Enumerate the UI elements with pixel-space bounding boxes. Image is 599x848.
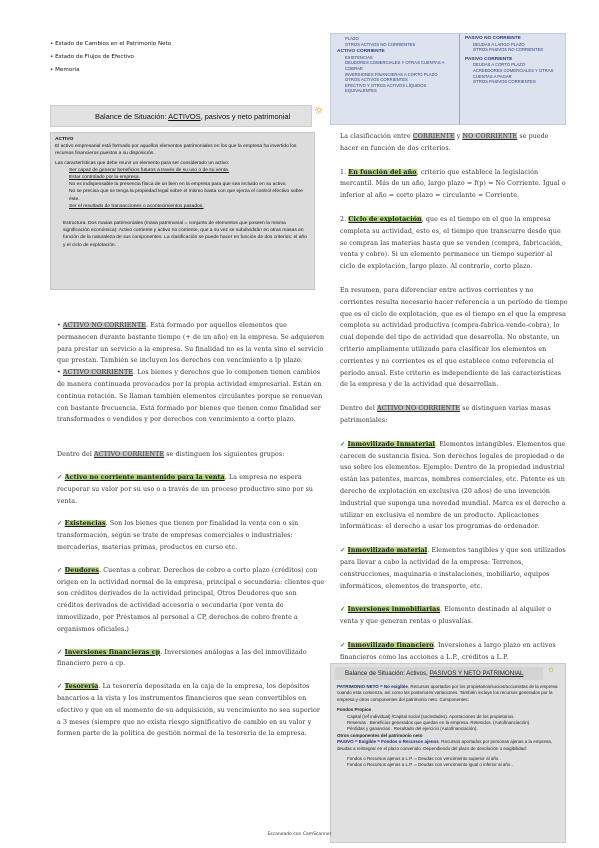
table-divider bbox=[459, 34, 460, 124]
ac-label: ACTIVO CORRIENTE bbox=[62, 369, 134, 377]
lightbulb-icon: ☼ bbox=[547, 664, 556, 674]
item-inmovilizado-material bbox=[340, 545, 568, 592]
item-text: . Elementos intangibles. Elementos que carecen de sustancia física. Son derechos legales de propiedad o de uso sobre los elementos. Ejemplo: Dentro de la propiedad industrial están las patentes, marcas, nombres comerciales, etc. Patente es un derecho de explotación en exclusiva (20 años) de una invención industrial que suponga una novedad mundial. Marca es el derecho a utilizar en exclusiva el nombre de un producto. Aplicaciones informáticas: el derecho a usar los programas de ordenador. bbox=[340, 440, 566, 531]
bullet-item: • Estado de Cambios en el Patrimonio Neto bbox=[50, 38, 171, 51]
table-right-sub: DEUDAS A CORTO PLAZO bbox=[473, 62, 525, 68]
check-icon: ✓ bbox=[57, 566, 65, 574]
item-label: Inversiones inmobiliarias bbox=[347, 606, 440, 614]
otros-heading: Otros componentes del patrimonio neto bbox=[337, 732, 423, 738]
check-icon: ✓ bbox=[340, 641, 348, 649]
table-right-sub: ACREEDORES COMERCIALES Y OTRAS CUENTAS A PAGAR bbox=[473, 67, 554, 79]
dentro-pre: Dentro del bbox=[340, 405, 378, 413]
activo-title: ACTIVO bbox=[55, 137, 74, 142]
fp-item: Reservas . Beneficios generados que quedan en la empresa. Retenidos. (Autofinanciación). bbox=[347, 720, 531, 726]
table-right-sub: OTROS PASIVOS NO CORRIENTES bbox=[473, 47, 544, 53]
item-tesoreria bbox=[57, 681, 325, 740]
check-icon: ✓ bbox=[57, 520, 65, 528]
p1-pre: La clasificación entre bbox=[340, 133, 413, 140]
pn-label: PATRIMONIO NETO = No exigible bbox=[337, 684, 408, 689]
activo-c2: Estar controlado por la empresa. bbox=[69, 175, 140, 181]
right-notes-column bbox=[340, 131, 568, 663]
dentro-anc-paragraph bbox=[340, 403, 568, 427]
criterio-label: En función del año bbox=[348, 168, 417, 176]
banner-suffix: , pasivos y neto patrimonial bbox=[200, 112, 291, 121]
pat-title-prefix: Balance de Situación: Activos, bbox=[345, 670, 430, 677]
criterio-anio: 1. En función del año, criterio que establece la legislación mercantil. Más de un año, largo plazo = f(p) = No Corriente. Igual o inferior al año = corto plazo = circulante = Corriente. bbox=[340, 168, 566, 200]
resumen-paragraph: En resumen, para diferenciar entre activos corrientes y no corrientes resulta necesario hacer referencia a un período de tiempo que es el ciclo de explotación, que es el tiempo en el que la empresa completa su actividad productiva (compra-fabrica-vende-cobra), lo cual depende del tipo de actividad que desarrolla. No obstante, un criterio ampliamente utilizado para clasificar los elementos en corrientes y no corrientes es el que establece como referencia el período anual. Este criterio es independiente de las características de la empresa y de la actividad que desarrollan. bbox=[340, 286, 568, 389]
ac-paragraph: • ACTIVO CORRIENTE. Los bienes y derechos que lo componen tienen cambios de manera continuada provocados por la propia actividad empresarial. Están en continua rotación. Se llaman también elementos circulantes porque se renuevan con bastante frecuencia. Está formado por bienes que tienen como finalidad ser transformados o vendidos y por derechos con vencimiento a corto plazo. bbox=[57, 369, 323, 424]
p1-label-no-corriente: NO CORRIENTE bbox=[462, 133, 518, 140]
table-left-column bbox=[337, 36, 457, 94]
item-label: Tesorería bbox=[64, 683, 99, 691]
pat-title-highlight: PASIVOS Y NETO PATRIMONIAL bbox=[429, 670, 524, 677]
fp-heading: Fondos Propios bbox=[337, 707, 372, 713]
lightbulb-icon: ☼ bbox=[314, 104, 324, 117]
balance-structure-table bbox=[330, 33, 566, 125]
fp-item: Capital (ref individual) /Capital social (sociedades). Aportaciones de los propietarios. bbox=[347, 713, 515, 719]
pasivo-corriente-heading: PASIVO CORRIENTE bbox=[465, 56, 513, 62]
banner-highlight: ACTIVOS bbox=[168, 112, 201, 121]
activo-c3: No es indispensable la presencia física de un bien en la empresa para que sea incluido en su activo. bbox=[69, 182, 287, 188]
ac-text: . Los bienes y derechos que lo componen tienen cambios de manera continuada provocados por la propia actividad empresarial. Están en continua rotación. Se llaman también elementos circulantes porque se renuevan con bastante frecuencia. Está formado por bienes que tienen como finalidad ser transformados o vendidos y por derechos con vencimiento a corto plazo. bbox=[57, 369, 323, 424]
activo-p1: El activo empresarial está formado por aquellos elementos patrimoniales en los que la empresa ha invertido los recursos financieros puestos a su disposición. bbox=[55, 144, 297, 157]
dentro-post: se distinguen los siguientes grupos: bbox=[164, 451, 285, 459]
check-icon: ✓ bbox=[57, 683, 65, 691]
item-label: Deudores bbox=[64, 566, 99, 574]
bullet-item: • Memoria bbox=[50, 64, 171, 77]
bullet-item: • Estado de Flujos de Efectivo bbox=[50, 51, 171, 64]
patrimonio-neto-box bbox=[330, 663, 566, 843]
table-right-sub: OTROS PASIVOS CORRIENTES bbox=[473, 79, 536, 85]
item-label: Inmovilizado material bbox=[347, 547, 428, 555]
pn-paragraph bbox=[337, 684, 559, 703]
check-icon: ✓ bbox=[57, 473, 65, 481]
item-text: . Elemento destinado al alquiler o venta y que generan rentas o plusvalías. bbox=[340, 606, 552, 626]
item-inmovilizado-financiero bbox=[340, 640, 568, 664]
item-label: Inmovilizado Inmaterial bbox=[347, 440, 436, 448]
table-left-item: PLAZO bbox=[345, 36, 359, 41]
fp-item: Pérdidas y ganancias . Resultado del ejercicio (Autofinanciación). bbox=[347, 726, 478, 732]
item-existencias bbox=[57, 518, 325, 553]
activo-estructura: Estructura. Dos masas patrimoniales (masa patrimonial = conjunto de elementos que poseen la misma significación económica): Activo corriente y activo no corriente, que a su vez se subdividirán en otras masas en función de la naturaleza de sus componentes. La clasificación se puede hacer en función de dos criterios: el año y el ciclo de explotación. bbox=[63, 221, 307, 248]
left-notes-column bbox=[57, 320, 325, 740]
dentro-post: se distinguen varias masas patrimoniales: bbox=[340, 405, 551, 424]
pat-box-title bbox=[335, 667, 543, 680]
top-bullet-list bbox=[50, 38, 171, 77]
anc-paragraph: • ACTIVO NO CORRIENTE. Está formado por aquellos elementos que permanecen durante bastante tiempo (+ de un año) en la empresa. Se adquieren para prestar un servicio a la empresa. Su finalidad no es la venta sino el servicio que prestan. También se incluyen los derechos con vencimiento a lp plazo. bbox=[57, 322, 325, 365]
activo-c1: Ser capaz de generar beneficios futuros a través de su uso o de su venta. bbox=[69, 167, 230, 173]
page-footer: Escaneado con CamScanner bbox=[267, 832, 332, 837]
criterio-label: Ciclo de explotación bbox=[348, 215, 422, 223]
dentro-label: ACTIVO CORRIENTE bbox=[94, 451, 165, 459]
check-icon: ✓ bbox=[57, 648, 65, 656]
item-text: . Elementos tangibles y que son utilizados para llevar a cabo la actividad de la empresa: Terrenos, construcciones, maquinaria e instalaciones, mobiliario, equipos informáticos, elementos de transporte, etc. bbox=[340, 547, 566, 590]
p1-label-corriente: CORRIENTE bbox=[412, 133, 455, 140]
criterio-ciclo: 2. Ciclo de explotación, que es el tiempo en el que la empresa completa su actividad, esto es, el tiempo que transcurre desde que se compran las materias hasta que se venden (compra, fabricación, venta y cobro). Si un elemento permanece un tiempo superior al ciclo de explotación, largo plazo. Al contrario, corto plazo. bbox=[340, 215, 563, 271]
activo-c5: Ser el resultado de transacciones o acontecimientos pasados. bbox=[69, 203, 204, 209]
item-inversiones-inmobiliarias bbox=[340, 604, 568, 628]
table-left-item: OTROS ACTIVOS NO CORRIENTES bbox=[345, 41, 416, 47]
anc-text: . Está formado por aquellos elementos que permanecen durante bastante tiempo (+ de un año) en la empresa. Se adquieren para prestar un servicio a la empresa. Su finalidad no es la venta sino el servicio que prestan. También se incluyen los derechos con vencimiento a lp plazo. bbox=[57, 322, 325, 365]
table-left-sub: INVERSIONES FINANCIERAS A CORTO PLAZO bbox=[345, 71, 438, 77]
p1-post: se puede hacer en función de dos criterios. bbox=[340, 133, 549, 152]
dentro-label: ACTIVO NO CORRIENTE bbox=[377, 405, 461, 413]
table-left-sub: OTROS ACTIVOS CORRIENTES bbox=[345, 77, 408, 83]
check-icon: ✓ bbox=[340, 440, 348, 448]
pasivo-no-corriente-heading: PASIVO NO CORRIENTE bbox=[465, 36, 521, 41]
item-text: . Cuentas a cobrar. Derechos de cobro a corto plazo (créditos) con origen en la actividad normal de la empresa, principal o secundaria: clientes que son créditos derivados de la actividad principal, Otros Deudores que son créditos derivados de actividad accesoria o secundaria (por venta de inmovilizado, por Préstamos al personal a CP, derechos de cobro frente a organismos oficiales.) bbox=[57, 566, 325, 633]
activo-c4: No se precisa que se tenga la propiedad legal sobre el mismo basta con que ejerza el control efectivo sobre éste. bbox=[69, 189, 303, 202]
activos-banner bbox=[50, 105, 312, 127]
pn-text: . Recursos aportados por los propietarios/socios/accionistas de la empresa cuando esta comienza, así como las posteriores variaciones. También incluye los recursos generados por la empresa y otros componentes del patrimonio neto. Componentes: bbox=[337, 684, 558, 702]
dentro-ac-paragraph bbox=[57, 449, 325, 461]
item-activo-no-corriente-venta bbox=[57, 472, 325, 507]
criterio-text: , criterio que establece la legislación mercantil. Más de un año, largo plazo = f(p) = No Corriente. Igual o inferior al año = corto plazo = circulante = Corriente. bbox=[340, 168, 566, 200]
p1-mid: y bbox=[454, 133, 463, 140]
item-label: Existencias bbox=[64, 520, 106, 528]
item-text: . La empresa no espera recuperar su valor por su uso o a través de un proceso productivo sino por su venta. bbox=[57, 473, 314, 505]
banner-prefix: Balance de Situación: bbox=[95, 112, 169, 121]
activo-corriente-heading: ACTIVO CORRIENTE bbox=[337, 49, 385, 55]
table-left-sub: EXISTENCIAS bbox=[345, 54, 373, 60]
anc-label: ACTIVO NO CORRIENTE bbox=[62, 322, 147, 329]
criterio-text: , que es el tiempo en el que la empresa completa su actividad, esto es, el tiempo que transcurre desde que se compran las materias hasta que se venden (compra, fabricación, venta y cobro). Si un elemento permanece un tiempo superior al ciclo de explotación, largo plazo. Al contrario, corto plazo. bbox=[340, 215, 563, 271]
item-deudores bbox=[57, 565, 325, 636]
item-label: Activo no corriente mantenido para la venta bbox=[64, 473, 225, 481]
pasivo-label: PASIVO = Exigible = Fondos o Recursos ajenos bbox=[337, 739, 439, 745]
item-text: . Son los bienes que tienen por finalidad la venta con o sin transformación, según se trate de empresas comerciales o industriales: mercaderías, materias primas, productos en curso etc. bbox=[57, 520, 299, 551]
fr-item: Fondos o Recursos ajenos a L.P. = Deudas con vencimiento superior al año . bbox=[347, 756, 501, 762]
table-left-sub: EFECTIVO Y OTROS ACTIVOS LÍQUIDOS EQUIVALENTES bbox=[345, 82, 427, 94]
table-right-sub: DEUDAS A LARGO PLAZO bbox=[473, 41, 525, 47]
fr-item: Fondos o Recursos ajenos a L.P. = Deudas con vencimiento igual o inferior al año . bbox=[347, 762, 513, 768]
table-left-sub: DEUDORES COMERCIALES Y OTRAS CUENTAS A COBRAR bbox=[345, 60, 445, 71]
pasivo-paragraph bbox=[337, 739, 559, 752]
check-icon: ✓ bbox=[340, 547, 348, 555]
clasificacion-paragraph bbox=[340, 131, 568, 155]
item-text: . Inversiones a largo plazo en activos financieros como las acciones a L.P., créditos a L.P. bbox=[340, 641, 556, 661]
item-label: Inversiones financieras cp bbox=[64, 648, 161, 656]
activo-definition-box bbox=[50, 132, 315, 290]
item-text: . La tesorería depositada en la caja de la empresa, los depósitos bancarios a la vista y los instrumentos financieros que sean convertibles en efectivo y que en el momento de su adquisición, su vencimiento no sea superior a 3 meses (siempre que no exista riesgo significativo de cambio en su valor y formen parte de la política de gestión normal de la tesorería de la empresa. bbox=[57, 683, 320, 738]
item-inversiones-cp bbox=[57, 647, 325, 671]
pasivo-text: . Recursos aportados por personas ajenas a la empresa, deudas a reintegrar en el plazo convenido. Dependiendo del plazo de devolución o exigibilidad: bbox=[337, 739, 553, 751]
item-label: Inmovilizado financiero bbox=[347, 641, 434, 649]
activo-p2: Las características que debe reunir un elemento para ser considerado un activo: bbox=[55, 160, 230, 166]
table-right-column bbox=[465, 36, 561, 85]
item-text: . Inversiones análogas a las del inmovilizado financiero pero a cp. bbox=[57, 648, 307, 668]
item-inmovilizado-inmaterial bbox=[340, 439, 568, 533]
check-icon: ✓ bbox=[340, 606, 348, 614]
dentro-pre: Dentro del bbox=[57, 451, 95, 459]
